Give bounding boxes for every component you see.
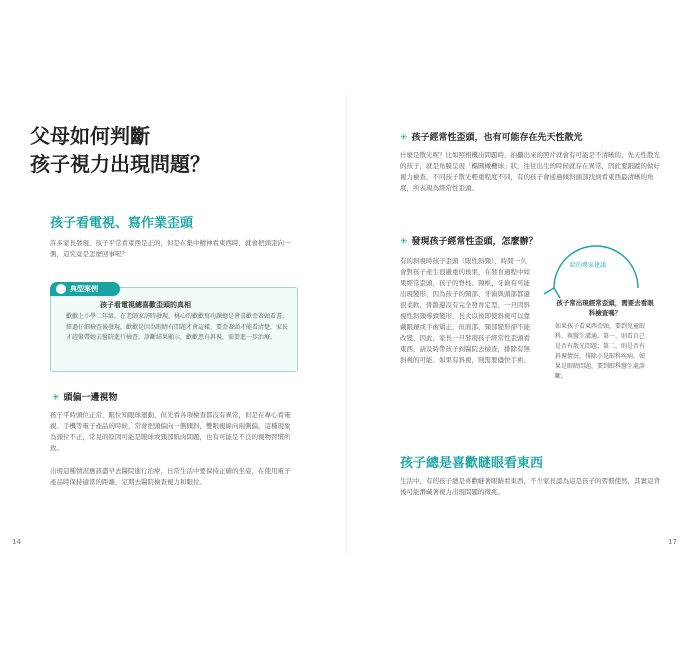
heading-what-to-do-label: 發現孩子經常性歪頭，怎麼辦？ <box>411 237 538 247</box>
sub-text: 孩子平時頭位正常，眼位知眼球運動，但光看各項檢查都沒有異常，但是在專心看電視、手機等電子產品的時候，常會把頭偏向一側傾斜，雙眼視線向兩側偏，這種現象為頭位不正，常見的原因可能是眼球或頸部肌肉問題，也有可能是不良的視物習慣所致。 <box>50 411 291 452</box>
what-to-do-text: 有的斜視時孩子歪頭（眼性斜頸），時間一久會對孩子產生很嚴重的後果，在發育過程中如果經常歪頭，孩子的脊柱、頸椎、牙齒有可能出現變形，因為孩子的頸部、牙齒與頭部都還很柔軟，骨骼還沒有完全發育定型，一旦因斜視性斜頸導致變形，長大以後即使斜視可以靠戴眼鏡或手術矯正，但面部、頸部變形卻不能改變，因此，家長一旦發現孩子經常性歪頭看東西，請及時帶孩子到醫院去檢查，排除有無斜視的可能。如果有斜視，則需要儘快手術。 <box>400 257 530 364</box>
squint-text: 生活中，有的孩子總是喜歡瞇著眼睛看東西，不少家長認為這是孩子的習慣使然，其實這背後可能潛藏著視力出現問題的徵兆。 <box>400 477 660 496</box>
section-heading-squint: 孩子總是喜歡瞇眼看東西 <box>400 456 544 471</box>
sub-text-2: 出現這種情況應該盡早去醫院進行治療，日常生活中要保持正確的坐姿，在使用電子產品時保持適當的距離，定期去醫院檢查視力和眼位。 <box>50 467 291 486</box>
case-title: 孩子看電視總喜歡歪頭的真相 <box>100 301 191 309</box>
expert-tip-text: 如果孩子看東西歪頭，要到兒童眼科，與醫生溝通，第一、則看自己是否有散光問題；第二、則是否有斜視情況，排除小兒眼科疾病，如果是眼睛問題，要到眼科醫生處診斷。 <box>555 323 646 380</box>
section-intro-text: 許多家長發現，孩子平常看東西是正的，但是在集中精神看東西時，就會把頭歪向一側，這究竟是怎麼回事呢？ <box>50 239 291 258</box>
case-text: 歡歡上小學二年級，在老師家訪時發現，桃心的歡歡寫功課總是會喜歡歪著頭看書，經過仔細檢查後發現，歡歡是因為眼睛有問題才會這樣，要歪著頭才能看清楚，家長才趕緊帶她去醫院進行檢查，診斷結果顯示，歡歡患有斜視，需要進一步治療。 <box>66 313 289 341</box>
chapter-title-line1: 父母如何判斷 <box>30 124 150 148</box>
sub-heading-head-tilt <box>52 390 118 403</box>
asterisk-icon: ✳ <box>400 133 408 143</box>
eye-icon <box>56 284 66 294</box>
chapter-title-line2: 孩子視力出現問題？ <box>30 152 210 176</box>
astigmatism-text: 什麼是散光呢？比如照相機出問題時，拍攝出來的照片就會有可能是不清晰的，先天性散光的孩子，就是角膜呈現「橢圓橄欖球」狀，往往出生的時候就存在異常，因此要跟蹤的做好視力檢查，不同孩子散光輕重程度不同，有的孩子會通過傾斜頭部找到看東西最清晰的角度，所表現為經常性歪頭。 <box>400 151 660 192</box>
page-number-right: 17 <box>668 538 677 546</box>
asterisk-icon: ✳ <box>400 237 408 247</box>
page-number-left: 14 <box>12 538 21 546</box>
heading-what-to-do <box>400 234 538 247</box>
asterisk-icon: ✳ <box>52 393 60 403</box>
chapter-title <box>30 122 210 178</box>
section-heading-tilt: 孩子看電視、寫作業歪頭 <box>50 216 194 231</box>
expert-tip-title: 孩子常出現經常歪頭，需要去看眼科檢查嗎？ <box>556 299 654 317</box>
case-tag-label: 典型案例 <box>70 285 98 293</box>
sub-heading-label: 頭偏一邊視物 <box>63 393 118 403</box>
heading-astigmatism-label: 孩子經常性歪頭，也有可能存在先天性散光 <box>411 133 583 143</box>
expert-tip-label: 給的專家建議 <box>569 262 606 269</box>
heading-astigmatism <box>400 130 583 143</box>
page-gutter <box>346 95 347 555</box>
case-tag <box>50 282 120 296</box>
